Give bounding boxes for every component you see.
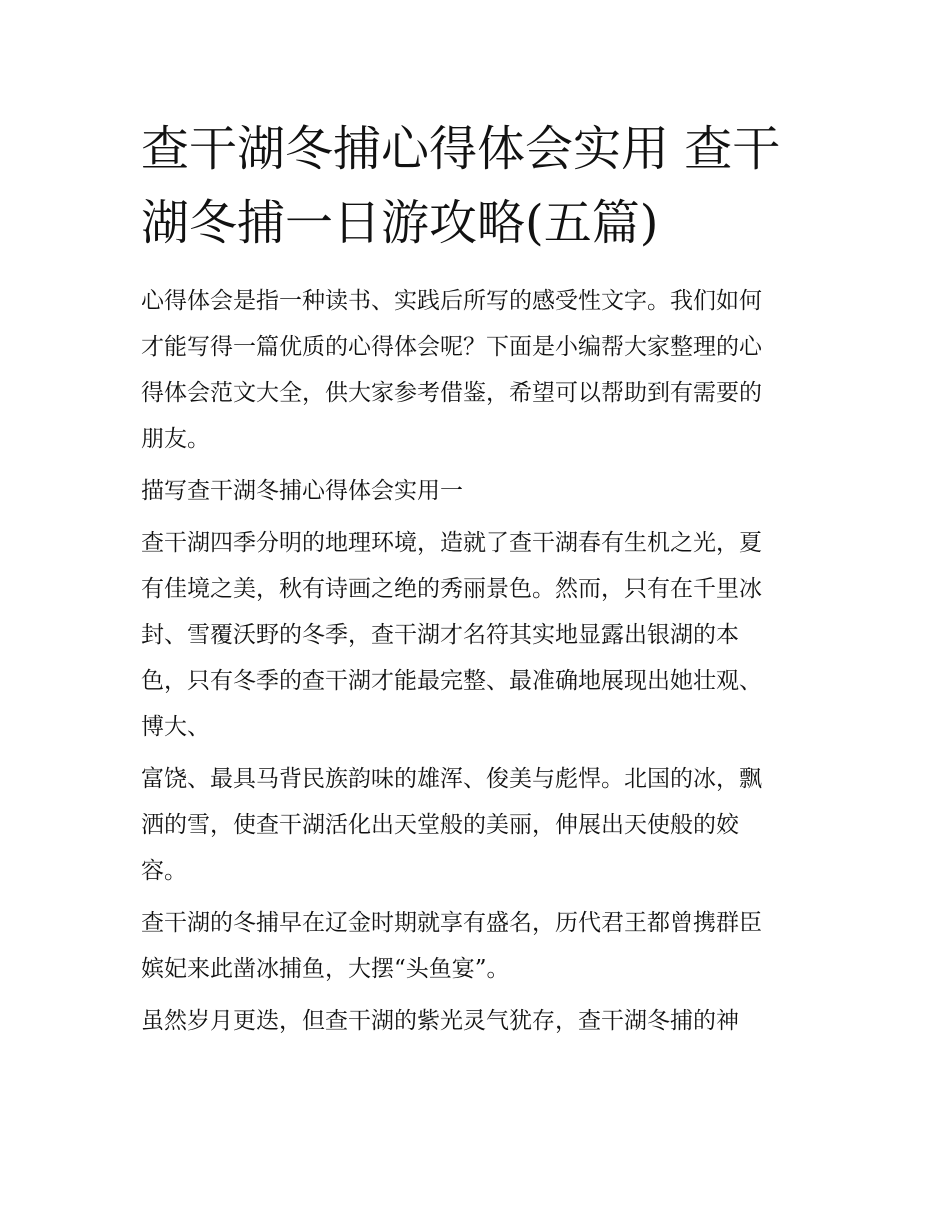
document-page — [141, 112, 813, 1050]
text-line: 封、雪覆沃野的冬季，查干湖才名符其实地显露出银湖的本 — [141, 622, 739, 648]
text-line: 容。 — [141, 858, 187, 884]
text-line: 嫔妃来此凿冰捕鱼，大摆“头鱼宴”。 — [141, 956, 510, 982]
text-line: 描写查干湖冬捕心得体会实用一 — [141, 478, 463, 504]
text-line: 得体会范文大全，供大家参考借鉴，希望可以帮助到有需要的 — [141, 380, 762, 406]
text-line: 有佳境之美，秋有诗画之绝的秀丽景色。然而，只有在千里冰 — [141, 576, 762, 602]
paragraph-legacy — [141, 998, 813, 1044]
text-line: 博大、 — [141, 714, 210, 740]
section-heading — [141, 468, 813, 514]
paragraph-north — [141, 756, 813, 894]
text-line: 才能写得一篇优质的心得体会呢？下面是小编帮大家整理的心 — [141, 334, 762, 360]
text-line: 朋友。 — [141, 426, 210, 452]
text-line: 查干湖四季分明的地理环境，造就了查干湖春有生机之光，夏 — [141, 530, 762, 556]
text-line: 色，只有冬季的查干湖才能最完整、最准确地展现出她壮观、 — [141, 668, 762, 694]
text-line: 富饶、最具马背民族韵味的雄浑、俊美与彪悍。北国的冰，飘 — [141, 766, 762, 792]
text-line: 虽然岁月更迭，但查干湖的紫光灵气犹存，查干湖冬捕的神 — [141, 1008, 739, 1034]
title-line: 湖冬捕一日游攻略(五篇) — [141, 195, 659, 251]
paragraph-history — [141, 900, 813, 992]
title-line: 查干湖冬捕心得体会实用 查干 — [141, 121, 781, 177]
text-line: 查干湖的冬捕早在辽金时期就享有盛名，历代君王都曾携群臣 — [141, 910, 762, 936]
paragraph-intro — [141, 278, 813, 462]
text-line: 洒的雪，使查干湖活化出天堂般的美丽，伸展出天使般的姣 — [141, 812, 739, 838]
text-line: 心得体会是指一种读书、实践后所写的感受性文字。我们如何 — [141, 288, 762, 314]
document-title — [141, 112, 813, 260]
paragraph-seasons — [141, 520, 813, 750]
